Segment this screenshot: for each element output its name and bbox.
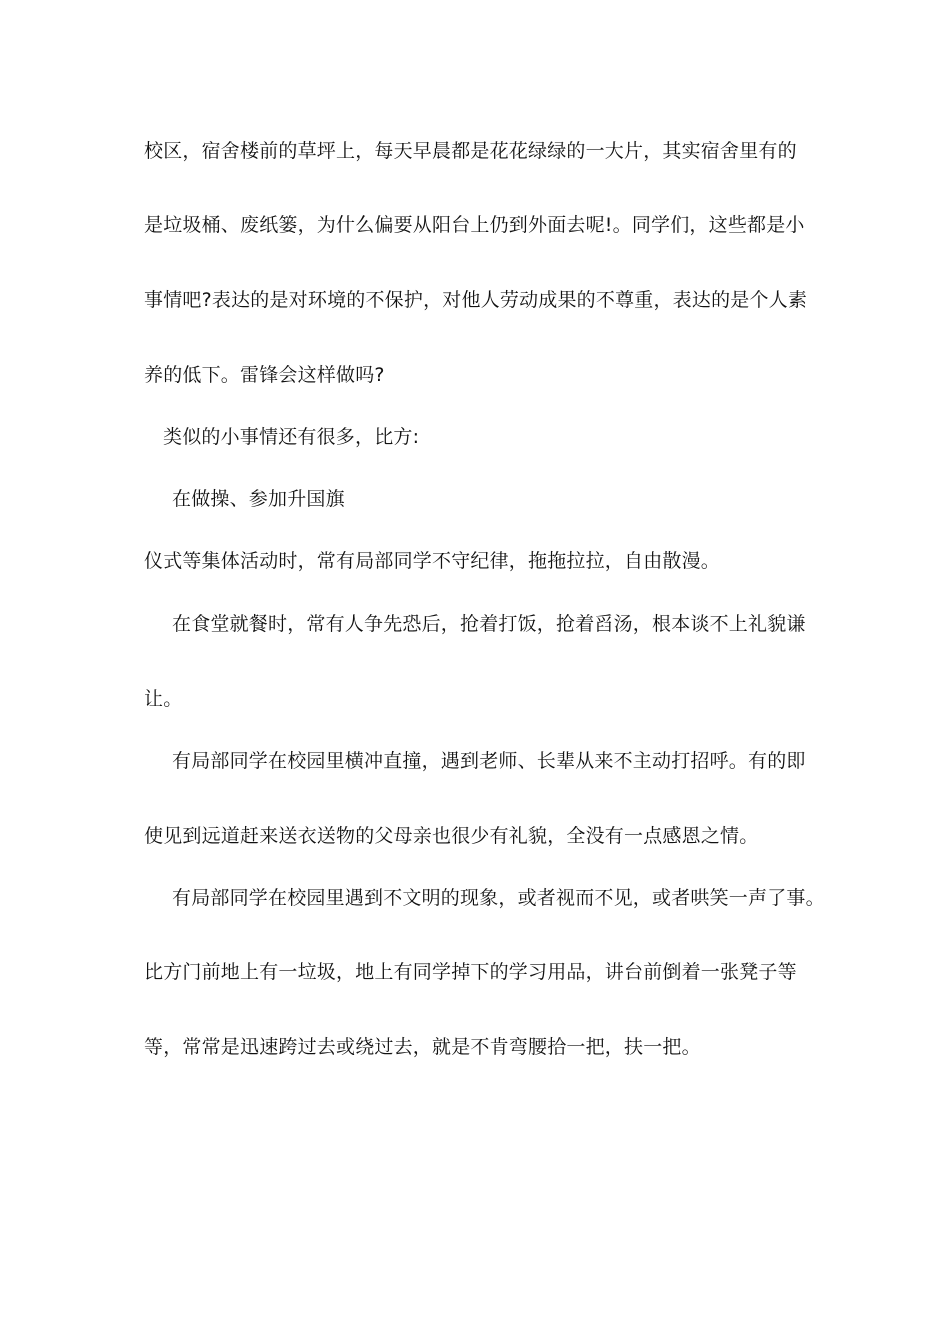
text-line-13: 比方门前地上有一垃圾，地上有同学掉下的学习用品，讲台前倒着一张凳子等 [144, 961, 797, 983]
text-line-14: 等，常常是迅速跨过去或绕过去，就是不肯弯腰拾一把，扶一把。 [144, 1036, 701, 1058]
text-line-12: 有局部同学在校园里遇到不文明的现象，或者视而不见，或者哄笑一声了事。 [172, 887, 825, 909]
text-line-1: 校区，宿舍楼前的草坪上，每天早晨都是花花绿绿的一大片，其实宿舍里有的 [144, 140, 797, 162]
text-line-9: 让。 [144, 688, 183, 710]
text-line-5: 类似的小事情还有很多，比方: [163, 426, 420, 448]
text-line-11: 使见到远道赶来送衣送物的父母亲也很少有礼貌，全没有一点感恩之情。 [144, 825, 759, 847]
text-line-7: 仪式等集体活动时，常有局部同学不守纪律，拖拖拉拉，自由散漫。 [144, 550, 721, 572]
text-line-10: 有局部同学在校园里横冲直撞，遇到老师、长辈从来不主动打招呼。有的即 [172, 750, 806, 772]
text-line-4: 养的低下。雷锋会这样做吗? [144, 364, 385, 386]
text-line-6: 在做操、参加升国旗 [172, 488, 345, 510]
text-line-3: 事情吧?表达的是对环境的不保护，对他人劳动成果的不尊重，表达的是个人素 [144, 289, 808, 311]
text-line-8: 在食堂就餐时，常有人争先恐后，抢着打饭，抢着舀汤，根本谈不上礼貌谦 [172, 613, 806, 635]
text-line-2: 是垃圾桶、废纸篓，为什么偏要从阳台上仍到外面去呢!。同学们，这些都是小 [144, 214, 805, 236]
